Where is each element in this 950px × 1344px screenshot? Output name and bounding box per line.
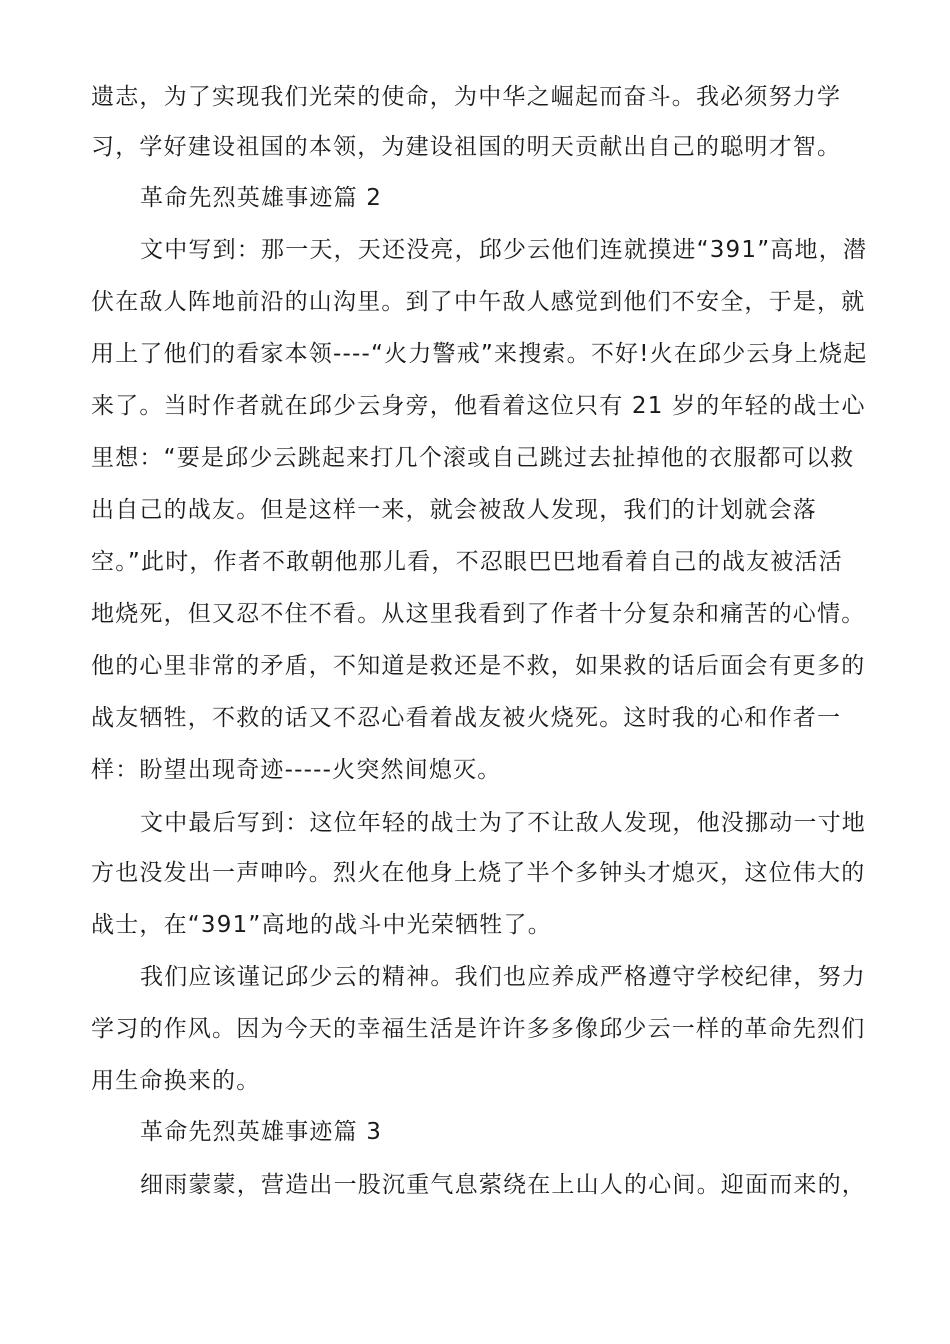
section-heading: 革命先烈英雄事迹篇 3 (140, 1119, 383, 1145)
text-line: 用上了他们的看家本领----“火力警戒”来搜索。不好!火在邱少云身上烧起 (91, 341, 868, 367)
text-line: 习，学好建设祖国的本领，为建设祖国的明天贡献出自己的聪明才智。 (91, 134, 842, 160)
section-heading: 革命先烈英雄事迹篇 2 (140, 185, 383, 211)
text-line: 细雨蒙蒙，营造出一股沉重气息萦绕在上山人的心间。迎面而来的， (140, 1172, 866, 1198)
text-line: 我们应该谨记邱少云的精神。我们也应养成严格遵守学校纪律，努力 (140, 964, 866, 990)
text-line: 用生命换来的。 (91, 1068, 261, 1094)
text-line: 伏在敌人阵地前沿的山沟里。到了中午敌人感觉到他们不安全，于是，就 (91, 289, 866, 315)
text-line: 学习的作风。因为今天的幸福生活是许许多多像邱少云一样的革命先烈们 (91, 1016, 866, 1042)
text-line: 出自己的战友。但是这样一来，就会被敌人发现，我们的计划就会落 (91, 497, 817, 523)
text-line: 战友牺牲，不救的话又不忍心看着战友被火烧死。这时我的心和作者一 (91, 705, 842, 731)
text-line: 文中写到：那一天，天还没亮，邱少云他们连就摸进“391”高地，潜 (140, 237, 868, 263)
text-line: 空。”此时，作者不敢朝他那儿看，不忍眼巴巴地看着自己的战友被活活 (91, 549, 843, 575)
text-line: 战士，在“391”高地的战斗中光荣牺牲了。 (91, 912, 552, 938)
text-line: 来了。当时作者就在邱少云身旁，他看着这位只有 21 岁的年轻的战士心 (91, 393, 866, 419)
text-line: 样：盼望出现奇迹-----火突然间熄灭。 (91, 757, 502, 783)
text-line: 方也没发出一声呻吟。烈火在他身上烧了半个多钟头才熄灭，这位伟大的 (91, 860, 866, 886)
text-line: 文中最后写到：这位年轻的战士为了不让敌人发现，他没挪动一寸地 (140, 810, 866, 836)
text-line: 他的心里非常的矛盾，不知道是救还是不救，如果救的话后面会有更多的 (91, 653, 866, 679)
text-line: 里想：“要是邱少云跳起来打几个滚或自己跳过去扯掉他的衣服都可以救 (91, 445, 855, 471)
text-line: 地烧死，但又忍不住不看。从这里我看到了作者十分复杂和痛苦的心情。 (91, 601, 866, 627)
text-line: 遗志，为了实现我们光荣的使命，为中华之崛起而奋斗。我必须努力学 (91, 84, 842, 110)
